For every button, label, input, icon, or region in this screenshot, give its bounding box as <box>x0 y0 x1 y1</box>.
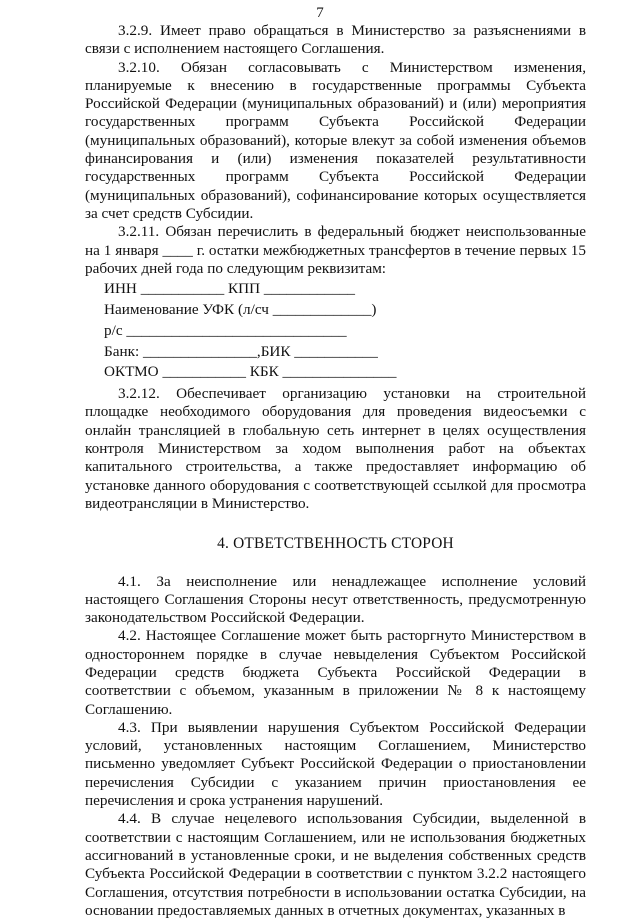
paragraph-4-2: 4.2. Настоящее Соглашение может быть расторгнуто Министерством в одностороннем порядке в случае невыделения Субъектом Российской Федерации средств бюджета Субъекта Российской Федерации в соответствии с объемом, указанным в приложении № 8 к настоящему Соглашению. <box>85 627 586 718</box>
requisite-inn-kpp: ИНН ___________ КПП ____________ <box>104 280 356 298</box>
paragraph-4-1: 4.1. За неисполнение или ненадлежащее исполнение условий настоящего Соглашения Стороны несут ответственность, предусмотренную законодательством Российской Федерации. <box>85 572 586 627</box>
paragraph-4-4: 4.4. В случае нецелевого использования Субсидии, выделенной в соответствии с настоящим Соглашением, или не использования бюджетных ассигнований в установленные сроки, и не выделения собственных средств Субъекта Российской Федерации в соответствии с пунктом 3.2.2 настоящего Соглашения, отсутствия потребности в использовании остатка Субсидии, на основании предоставляемых данных в отчетных документах, указанных в <box>85 810 586 919</box>
requisites-block <box>85 279 586 383</box>
requisite-bank-bik: Банк: _______________,БИК ___________ <box>104 342 378 360</box>
page-number: 7 <box>316 5 324 21</box>
section-title: 4. ОТВЕТСТВЕННОСТЬ СТОРОН <box>217 535 454 553</box>
paragraph-3-2-11: 3.2.11. Обязан перечислить в федеральный бюджет неиспользованные на 1 января ____ г. остатки межбюджетных трансфертов в течение первых 15 рабочих дней года по следующим реквизитам: <box>85 223 586 277</box>
requisite-ufk: Наименование УФК (л/сч _____________) <box>104 300 377 318</box>
paragraph-3-2-10: 3.2.10. Обязан согласовывать с Министерством изменения, планируемые к внесению в государственные программы Субъекта Российской Федерации (муниципальных образований) и (или) мероприятия государственных программ Субъекта Российской Федерации (муниципальных образований), которые влекут за собой изменения объемов финансирования и (или) изменения показателей результативности государственных программ Субъекта Российской Федерации (муниципальных образований), софинансирование которых осуществляется за счет средств Субсидии. <box>85 58 586 222</box>
paragraph-4-3: 4.3. При выявлении нарушения Субъектом Российской Федерации условий, установленных настоящим Соглашением, Министерство письменно уведомляет Субъект Российской Федерации о приостановлении перечисления Субсидии с указанием причин приостановления ее перечисления и срока устранения нарушений. <box>85 718 586 810</box>
requisite-account: р/с _____________________________ <box>104 321 347 339</box>
document-body <box>85 22 586 920</box>
paragraph-3-2-12: 3.2.12. Обеспечивает организацию установки на строительной площадке необходимого оборудования для проведения видеосъемки с онлайн трансляцией в глобальную сеть интернет в целях осуществления контроля Министерством за ходом выполнения работ на объектах капитального строительства, а также предоставляет информацию об установке данного оборудования с соответствующей ссылкой для просмотра видеотрансляции в Министерство. <box>85 385 586 512</box>
paragraph-3-2-9: 3.2.9. Имеет право обращаться в Министерство за разъяснениями в связи с исполнением настоящего Соглашения. <box>85 22 586 58</box>
requisite-oktmo-kbk: ОКТМО ___________ КБК _______________ <box>104 363 397 381</box>
